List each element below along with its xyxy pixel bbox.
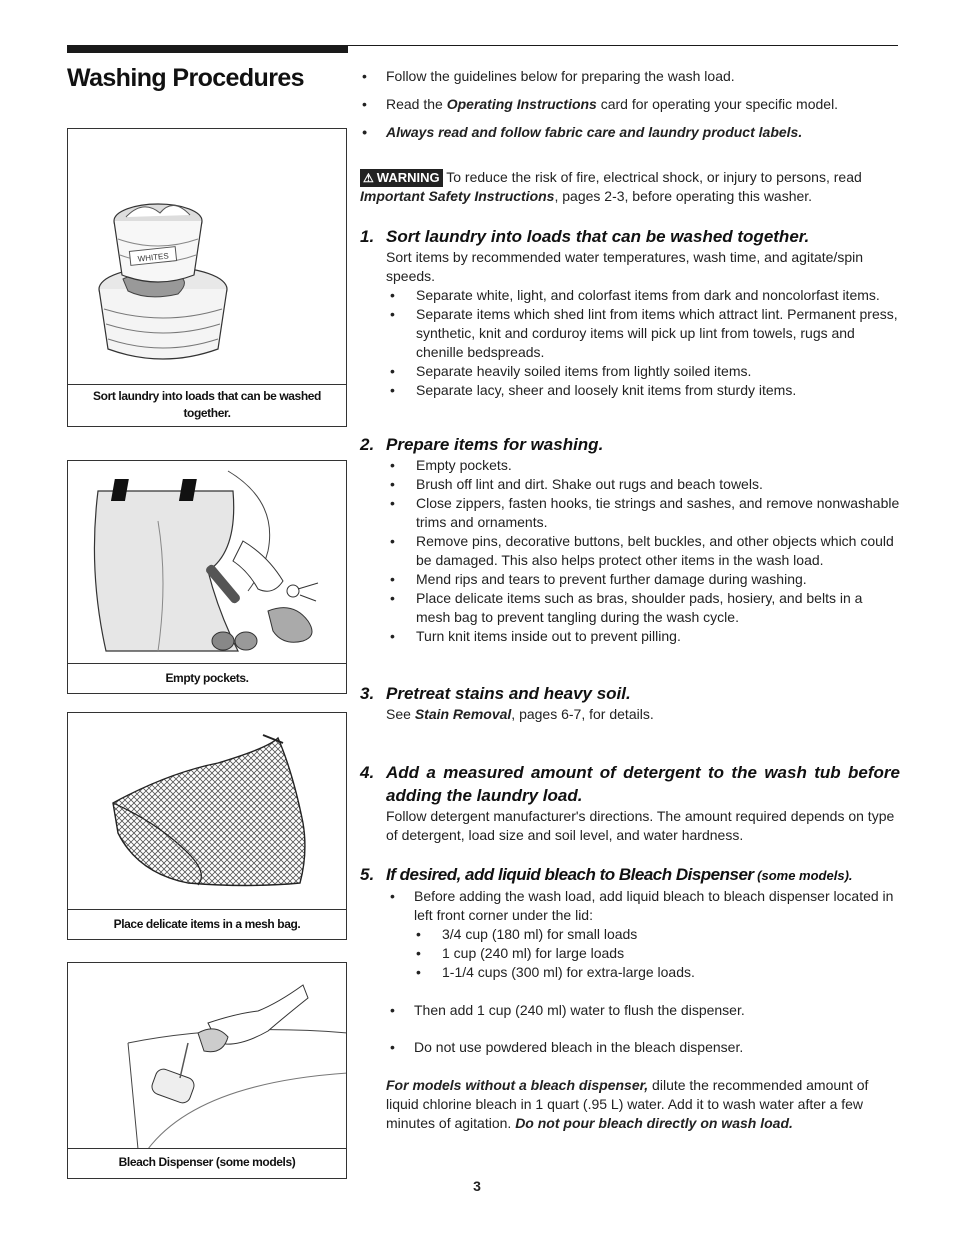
list-item: • 1 cup (240 ml) for large loads [360, 944, 900, 963]
safety-instructions-ref: Important Safety Instructions [360, 188, 555, 204]
warning-block: ⚠ WARNING To reduce the risk of fire, electrical shock, or injury to persons, read Important Safety Instructions, pages 2-3, before operating this washer. [360, 169, 862, 204]
intro-bullet: • Follow the guidelines below for preparing the wash load. [360, 67, 900, 86]
figure-caption: Sort laundry into loads that can be washed together. [93, 389, 321, 420]
list-item: • Place delicate items such as bras, shoulder pads, hosiery, and belts in a mesh bag to prevent tangling during the wash cycle. [360, 589, 900, 627]
step-2 [360, 433, 900, 646]
page-title: Washing Procedures [67, 64, 304, 92]
figure-empty-pockets [67, 460, 347, 694]
operating-instructions-ref: Operating Instructions [446, 96, 597, 112]
list-item: • Separate heavily soiled items from lightly soiled items. [360, 362, 900, 381]
figure-bleach-dispenser [67, 962, 347, 1179]
figure-caption: Bleach Dispenser (some models) [118, 1155, 296, 1169]
instructions-column [360, 67, 900, 1133]
figure-caption: Place delicate items in a mesh bag. [113, 917, 301, 931]
no-dispenser-note: For models without a bleach dispenser, dilute the recommended amount of liquid chlorine bleach in 1 quart (.95 L) water. Add it to wash water after a few minutes of agitation. Do not pour bleach directly on wash load. [386, 1077, 869, 1131]
list-item: • 3/4 cup (180 ml) for small loads [360, 925, 900, 944]
warning-badge: ⚠ WARNING [360, 169, 443, 187]
step-3: 3. Pretreat stains and heavy soil. See Stain Removal, pages 6-7, for details. [360, 682, 900, 724]
figure-caption: Empty pockets. [165, 671, 249, 685]
list-item: • Separate white, light, and colorfast items from dark and noncolorfast items. [360, 286, 900, 305]
list-item: • Separate items which shed lint from items which attract lint. Permanent press, synthetic, knit and corduroy items will pick up lint from towels, rugs and chenille bedspreads. [360, 305, 900, 362]
list-item: • Then add 1 cup (240 ml) water to flush the dispenser. [360, 1001, 900, 1020]
step-heading: 1. Sort laundry into loads that can be washed together. [360, 227, 810, 246]
stain-removal-ref: Stain Removal [414, 706, 512, 722]
mesh-bag-illustration [68, 713, 346, 910]
intro-bullet: • Always read and follow fabric care and laundry product labels. [360, 123, 900, 142]
empty-pockets-illustration [68, 461, 346, 664]
intro-bullet: • Read the Operating Instructions card for operating your specific model. [360, 95, 900, 114]
whites-label: WHITES [137, 251, 170, 264]
list-item: • Close zippers, fasten hooks, tie strings and sashes, and remove nonwashable trims and ornaments. [360, 494, 900, 532]
step-heading: 3. Pretreat stains and heavy soil. [360, 684, 631, 703]
list-item: • Separate lacy, sheer and loosely knit items from sturdy items. [360, 381, 900, 400]
list-item: • Brush off lint and dirt. Shake out rugs and beach towels. [360, 475, 900, 494]
step-heading: 4. Add a measured amount of detergent to the wash tub before adding the laundry load. [360, 763, 900, 805]
step-heading: 2. Prepare items for washing. [360, 435, 604, 454]
list-item: • Before adding the wash load, add liquid bleach to bleach dispenser located in left front corner under the lid: [360, 887, 900, 925]
figure-sort-laundry [67, 128, 347, 427]
list-item: • Remove pins, decorative buttons, belt buckles, and other objects which could be damaged. This also helps protect other items in the wash load. [360, 532, 900, 570]
warning-triangle-icon: ⚠ [363, 171, 374, 185]
list-item: • Do not use powdered bleach in the bleach dispenser. [360, 1038, 900, 1057]
figure-mesh-bag [67, 712, 347, 940]
list-item: • 1-1/4 cups (300 ml) for extra-large loads. [360, 963, 900, 982]
step-4: 4. Add a measured amount of detergent to the wash tub before adding the laundry load. Follow detergent manufacturer's directions. The amount required depends on type of detergent, load size and soil level, and water hardness. [360, 763, 900, 843]
step-heading: 5. If desired, add liquid bleach to Bleach Dispenser (some models). [360, 865, 853, 884]
bleach-dispenser-illustration [68, 963, 346, 1149]
step-1: 1. Sort laundry into loads that can be washed together. Sort items by recommended water temperatures, wash time, and agitate/spin speeds. • Separate white, light, and colorfast items from dark and noncolorfast items. • Separate items which shed lint from items which attract lint. Permanent press, synthetic, knit and corduroy items will pick up lint from towels, rugs and chenille bedspreads. • Separate heavily soiled items from lightly soiled items. • Separate lacy, sheer and loosely knit items from sturdy items. [360, 225, 900, 400]
list-item: • Mend rips and tears to prevent further damage during washing. [360, 570, 900, 589]
step-5 [360, 863, 900, 1133]
header-rule-thin [348, 45, 898, 46]
laundry-baskets-illustration [68, 129, 346, 385]
header-rule-thick [67, 45, 348, 53]
list-item: • Empty pockets. [360, 456, 900, 475]
list-item: • Turn knit items inside out to prevent pilling. [360, 627, 900, 646]
page-number: 3 [473, 1178, 481, 1194]
